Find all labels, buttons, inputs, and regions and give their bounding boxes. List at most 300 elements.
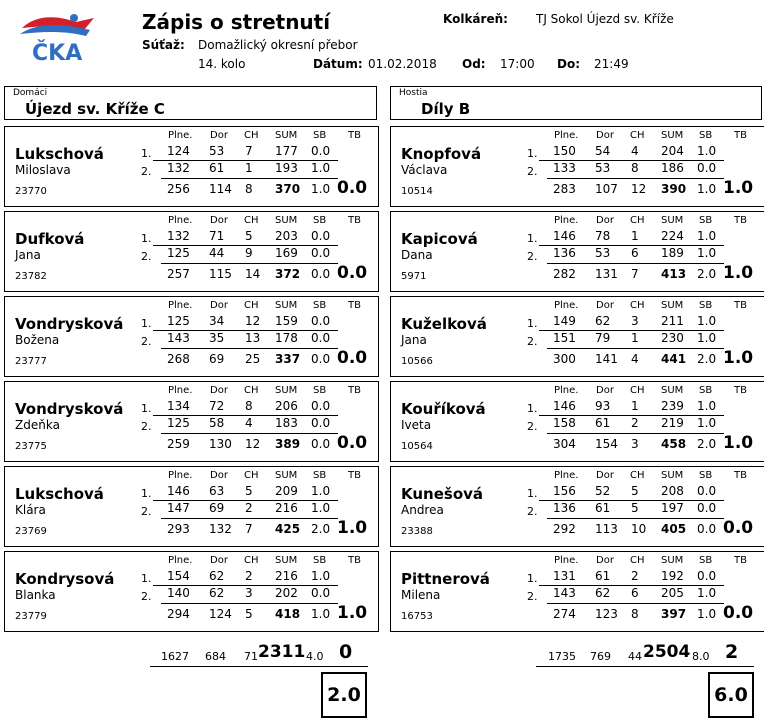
guest-player-card — [390, 211, 764, 292]
home-team-label: Domáci — [13, 88, 48, 98]
game-1-sb-cell: 1.0 — [697, 144, 717, 158]
row-separator — [161, 518, 338, 519]
column-header-ch: CH — [244, 215, 259, 226]
column-header-sb: SB — [699, 470, 713, 481]
game-1-ch-cell: 5 — [245, 229, 253, 243]
game-2-sb-cell: 1.0 — [697, 586, 717, 600]
player-total-ch-cell: 4 — [631, 352, 639, 366]
home-total-ch: 71 — [244, 650, 258, 663]
game-1-plne-cell: 146 — [553, 399, 576, 413]
player-tb-points: 1.0 — [723, 263, 754, 283]
column-header-sum: SUM — [661, 215, 684, 226]
game-2-sum-cell: 219 — [661, 416, 684, 430]
game-number: 2. — [141, 420, 152, 433]
game-2-ch-cell: 6 — [631, 246, 639, 260]
player-tb-points: 0.0 — [723, 518, 754, 538]
game-2-dor-cell: 62 — [595, 586, 611, 600]
player-first-name: Andrea — [401, 503, 444, 517]
player-first-name: Klára — [15, 503, 46, 517]
game-1-sum-cell: 203 — [275, 229, 298, 243]
player-tb-points: 1.0 — [337, 603, 368, 623]
player-total-plne-cell: 268 — [167, 352, 190, 366]
guest-team-box — [390, 86, 762, 120]
player-first-name: Blanka — [15, 588, 56, 602]
player-total-dor-cell: 113 — [595, 522, 618, 536]
column-header-sb: SB — [313, 470, 327, 481]
game-number: 2. — [527, 590, 538, 603]
column-header-dor: Dor — [210, 555, 228, 566]
row-separator — [161, 263, 338, 264]
column-header-plne: Plne. — [168, 300, 193, 311]
game-2-sb-cell: 1.0 — [311, 501, 331, 515]
game-1-sb-cell: 0.0 — [311, 229, 331, 243]
player-total-dor-cell: 154 — [595, 437, 618, 451]
game-2-dor-cell: 61 — [595, 416, 611, 430]
game-1-dor-cell: 61 — [595, 569, 611, 583]
player-total-sb-cell: 1.0 — [697, 182, 717, 196]
guest-score: 6.0 — [708, 672, 754, 718]
game-1-dor-cell: 93 — [595, 399, 611, 413]
player-total-plne-cell: 292 — [553, 522, 576, 536]
game-number: 2. — [527, 165, 538, 178]
row-separator — [547, 433, 724, 434]
player-total-plne-cell: 259 — [167, 437, 190, 451]
player-first-name: Jana — [401, 333, 427, 347]
player-first-name: Zdeňka — [15, 418, 60, 432]
game-1-ch-cell: 8 — [245, 399, 253, 413]
game-number: 1. — [141, 147, 152, 160]
date-label: Dátum: — [313, 57, 363, 71]
game-1-dor-cell: 72 — [209, 399, 225, 413]
game-number: 1. — [141, 402, 152, 415]
game-1-plne-cell: 125 — [167, 314, 190, 328]
player-first-name: Jana — [15, 248, 41, 262]
player-first-name: Dana — [401, 248, 433, 262]
player-tb-points: 1.0 — [337, 518, 368, 538]
player-total-sum-cell: 390 — [661, 182, 687, 196]
home-total-sb: 4.0 — [306, 650, 324, 663]
game-2-ch-cell: 3 — [245, 586, 253, 600]
game-1-sum-cell: 206 — [275, 399, 298, 413]
guest-player-card — [390, 126, 764, 207]
player-total-ch-cell: 7 — [245, 522, 253, 536]
game-1-plne-cell: 156 — [553, 484, 576, 498]
game-number: 1. — [527, 402, 538, 415]
game-2-plne-cell: 136 — [553, 246, 576, 260]
player-total-ch-cell: 8 — [631, 607, 639, 621]
game-2-plne-cell: 147 — [167, 501, 190, 515]
column-header-sb: SB — [313, 555, 327, 566]
game-1-sum-cell: 239 — [661, 399, 684, 413]
game-1-dor-cell: 63 — [209, 484, 225, 498]
column-header-sum: SUM — [275, 300, 298, 311]
guest-total-dor: 769 — [590, 650, 611, 663]
player-total-plne-cell: 293 — [167, 522, 190, 536]
column-header-sum: SUM — [661, 130, 684, 141]
row-separator — [547, 348, 724, 349]
column-header-dor: Dor — [210, 300, 228, 311]
game-number: 1. — [527, 232, 538, 245]
game-number: 1. — [527, 317, 538, 330]
player-registration: 23775 — [15, 441, 47, 452]
start-time-value: 17:00 — [500, 57, 535, 71]
column-header-sb: SB — [313, 300, 327, 311]
game-1-ch-cell: 12 — [245, 314, 261, 328]
game-2-sum-cell: 189 — [661, 246, 684, 260]
column-header-sb: SB — [699, 215, 713, 226]
game-1-ch-cell: 5 — [631, 484, 639, 498]
column-header-plne: Plne. — [554, 300, 579, 311]
row-separator — [161, 348, 338, 349]
player-total-sum-cell: 418 — [275, 607, 301, 621]
game-2-dor-cell: 53 — [595, 246, 611, 260]
column-header-dor: Dor — [596, 215, 614, 226]
game-2-dor-cell: 62 — [209, 586, 225, 600]
column-header-dor: Dor — [210, 215, 228, 226]
guest-total-tb: 2 — [725, 641, 739, 663]
column-header-plne: Plne. — [168, 555, 193, 566]
game-1-sum-cell: 192 — [661, 569, 684, 583]
guest-player-card — [390, 551, 764, 632]
player-total-dor-cell: 114 — [209, 182, 232, 196]
game-2-dor-cell: 61 — [209, 161, 225, 175]
game-1-ch-cell: 1 — [631, 229, 639, 243]
column-header-sb: SB — [313, 215, 327, 226]
home-total-plne: 1627 — [161, 650, 189, 663]
game-1-plne-cell: 154 — [167, 569, 190, 583]
player-last-name: Pittnerová — [401, 570, 490, 588]
game-number: 2. — [527, 420, 538, 433]
game-1-dor-cell: 53 — [209, 144, 225, 158]
player-tb-points: 1.0 — [723, 178, 754, 198]
game-number: 1. — [141, 487, 152, 500]
player-tb-points: 1.0 — [723, 348, 754, 368]
column-header-dor: Dor — [596, 130, 614, 141]
game-1-sb-cell: 1.0 — [697, 399, 717, 413]
player-registration: 5971 — [401, 271, 427, 282]
alley-label: Kolkáreň: — [443, 12, 508, 26]
player-total-sum-cell: 372 — [275, 267, 301, 281]
game-1-sb-cell: 0.0 — [697, 484, 717, 498]
home-team-box — [4, 86, 377, 120]
column-header-ch: CH — [630, 130, 645, 141]
guest-total-sb: 8.0 — [692, 650, 710, 663]
game-number: 1. — [527, 487, 538, 500]
column-header-ch: CH — [244, 130, 259, 141]
game-2-sb-cell: 1.0 — [311, 161, 331, 175]
player-first-name: Miloslava — [15, 163, 71, 177]
column-header-sum: SUM — [275, 555, 298, 566]
player-total-ch-cell: 5 — [245, 607, 253, 621]
player-total-dor-cell: 69 — [209, 352, 225, 366]
game-2-ch-cell: 1 — [245, 161, 253, 175]
game-2-sum-cell: 169 — [275, 246, 298, 260]
column-header-dor: Dor — [596, 555, 614, 566]
player-total-dor-cell: 115 — [209, 267, 232, 281]
game-number: 2. — [141, 590, 152, 603]
column-header-plne: Plne. — [554, 130, 579, 141]
row-separator — [547, 178, 724, 179]
game-2-sum-cell: 178 — [275, 331, 298, 345]
player-tb-points: 0.0 — [723, 603, 754, 623]
game-2-plne-cell: 143 — [553, 586, 576, 600]
column-header-plne: Plne. — [168, 130, 193, 141]
player-last-name: Dufková — [15, 230, 85, 248]
column-header-dor: Dor — [210, 130, 228, 141]
game-1-sb-cell: 1.0 — [697, 314, 717, 328]
game-2-sb-cell: 1.0 — [697, 331, 717, 345]
game-2-plne-cell: 132 — [167, 161, 190, 175]
guest-team-label: Hostia — [399, 88, 428, 98]
alley-value: TJ Sokol Újezd sv. Kříže — [536, 12, 674, 26]
column-header-tb: TB — [734, 555, 747, 566]
game-2-dor-cell: 35 — [209, 331, 225, 345]
player-last-name: Vondrysková — [15, 315, 124, 333]
player-last-name: Kondrysová — [15, 570, 115, 588]
column-header-sb: SB — [313, 385, 327, 396]
game-2-sum-cell: 183 — [275, 416, 298, 430]
game-1-sb-cell: 0.0 — [311, 144, 331, 158]
column-header-ch: CH — [244, 385, 259, 396]
player-total-dor-cell: 130 — [209, 437, 232, 451]
game-2-sb-cell: 1.0 — [697, 416, 717, 430]
player-tb-points: 0.0 — [337, 178, 368, 198]
guest-player-card — [390, 466, 764, 547]
player-total-dor-cell: 132 — [209, 522, 232, 536]
column-header-dor: Dor — [596, 385, 614, 396]
game-number: 1. — [527, 147, 538, 160]
game-number: 1. — [141, 317, 152, 330]
column-header-sum: SUM — [661, 300, 684, 311]
player-total-ch-cell: 25 — [245, 352, 261, 366]
game-2-ch-cell: 9 — [245, 246, 253, 260]
column-header-ch: CH — [244, 470, 259, 481]
game-number: 1. — [527, 572, 538, 585]
player-total-ch-cell: 3 — [631, 437, 639, 451]
game-1-sb-cell: 0.0 — [697, 569, 717, 583]
player-total-sb-cell: 2.0 — [311, 522, 331, 536]
player-total-sum-cell: 337 — [275, 352, 301, 366]
game-1-sum-cell: 177 — [275, 144, 298, 158]
game-2-plne-cell: 140 — [167, 586, 190, 600]
column-header-dor: Dor — [210, 470, 228, 481]
game-1-sb-cell: 1.0 — [311, 484, 331, 498]
game-1-plne-cell: 149 — [553, 314, 576, 328]
player-total-sum-cell: 413 — [661, 267, 687, 281]
player-tb-points: 1.0 — [723, 433, 754, 453]
competition-value: Domažlický okresní přebor — [198, 38, 358, 52]
home-total-dor: 684 — [205, 650, 226, 663]
row-separator — [547, 603, 724, 604]
column-header-sb: SB — [699, 555, 713, 566]
player-last-name: Vondrysková — [15, 400, 124, 418]
player-tb-points: 0.0 — [337, 348, 368, 368]
game-number: 2. — [527, 335, 538, 348]
column-header-plne: Plne. — [554, 215, 579, 226]
game-1-dor-cell: 52 — [595, 484, 611, 498]
player-last-name: Lukschová — [15, 145, 104, 163]
player-total-dor-cell: 131 — [595, 267, 618, 281]
game-1-plne-cell: 150 — [553, 144, 576, 158]
game-number: 2. — [141, 165, 152, 178]
home-total-tb: 0 — [339, 641, 353, 663]
game-1-plne-cell: 146 — [167, 484, 190, 498]
player-total-plne-cell: 257 — [167, 267, 190, 281]
game-2-ch-cell: 8 — [631, 161, 639, 175]
player-registration: 16753 — [401, 611, 433, 622]
game-1-sum-cell: 159 — [275, 314, 298, 328]
player-first-name: Iveta — [401, 418, 432, 432]
game-1-dor-cell: 71 — [209, 229, 225, 243]
player-first-name: Milena — [401, 588, 441, 602]
player-total-sum-cell: 370 — [275, 182, 301, 196]
game-1-plne-cell: 134 — [167, 399, 190, 413]
game-1-sb-cell: 1.0 — [311, 569, 331, 583]
column-header-ch: CH — [630, 555, 645, 566]
game-2-sum-cell: 216 — [275, 501, 298, 515]
column-header-ch: CH — [630, 300, 645, 311]
player-registration: 23770 — [15, 186, 47, 197]
player-registration: 23779 — [15, 611, 47, 622]
player-total-plne-cell: 282 — [553, 267, 576, 281]
player-first-name: Božena — [15, 333, 60, 347]
column-header-tb: TB — [348, 130, 361, 141]
player-total-sum-cell: 441 — [661, 352, 687, 366]
game-2-ch-cell: 6 — [631, 586, 639, 600]
player-total-sb-cell: 0.0 — [311, 437, 331, 451]
game-2-sum-cell: 205 — [661, 586, 684, 600]
player-last-name: Kapicová — [401, 230, 478, 248]
game-1-ch-cell: 4 — [631, 144, 639, 158]
start-time-label: Od: — [462, 57, 486, 71]
game-2-dor-cell: 53 — [595, 161, 611, 175]
player-total-sb-cell: 2.0 — [697, 352, 717, 366]
game-1-dor-cell: 78 — [595, 229, 611, 243]
column-header-sb: SB — [313, 130, 327, 141]
player-first-name: Václava — [401, 163, 448, 177]
game-1-ch-cell: 2 — [631, 569, 639, 583]
game-2-sb-cell: 0.0 — [311, 416, 331, 430]
player-tb-points: 0.0 — [337, 263, 368, 283]
column-header-dor: Dor — [596, 300, 614, 311]
player-total-ch-cell: 12 — [631, 182, 647, 196]
column-header-ch: CH — [630, 470, 645, 481]
game-2-ch-cell: 1 — [631, 331, 639, 345]
player-total-sum-cell: 389 — [275, 437, 301, 451]
game-1-ch-cell: 3 — [631, 314, 639, 328]
game-number: 2. — [141, 505, 152, 518]
player-total-plne-cell: 283 — [553, 182, 576, 196]
column-header-sb: SB — [699, 385, 713, 396]
column-header-sum: SUM — [275, 470, 298, 481]
column-header-tb: TB — [348, 555, 361, 566]
column-header-tb: TB — [734, 300, 747, 311]
game-2-dor-cell: 79 — [595, 331, 611, 345]
game-2-sb-cell: 0.0 — [311, 586, 331, 600]
end-time-value: 21:49 — [594, 57, 629, 71]
end-time-label: Do: — [557, 57, 581, 71]
column-header-tb: TB — [734, 215, 747, 226]
column-header-ch: CH — [244, 300, 259, 311]
column-header-sum: SUM — [275, 385, 298, 396]
player-total-dor-cell: 124 — [209, 607, 232, 621]
game-2-plne-cell: 151 — [553, 331, 576, 345]
row-separator — [161, 178, 338, 179]
column-header-plne: Plne. — [554, 385, 579, 396]
home-player-card — [4, 211, 379, 292]
game-2-plne-cell: 143 — [167, 331, 190, 345]
player-registration: 10564 — [401, 441, 433, 452]
column-header-sb: SB — [699, 130, 713, 141]
player-total-dor-cell: 123 — [595, 607, 618, 621]
guest-total-line — [536, 666, 754, 667]
game-number: 2. — [141, 250, 152, 263]
game-1-sb-cell: 0.0 — [311, 314, 331, 328]
column-header-tb: TB — [348, 470, 361, 481]
game-2-sb-cell: 0.0 — [311, 246, 331, 260]
game-2-ch-cell: 2 — [245, 501, 253, 515]
player-registration: 23782 — [15, 271, 47, 282]
game-1-dor-cell: 34 — [209, 314, 225, 328]
game-2-sum-cell: 202 — [275, 586, 298, 600]
home-player-card — [4, 296, 379, 377]
player-registration: 23388 — [401, 526, 433, 537]
home-player-card — [4, 126, 379, 207]
player-total-sb-cell: 2.0 — [697, 267, 717, 281]
column-header-plne: Plne. — [168, 470, 193, 481]
column-header-plne: Plne. — [168, 385, 193, 396]
game-1-ch-cell: 7 — [245, 144, 253, 158]
competition-label: Súťaž: — [142, 38, 185, 52]
player-total-sum-cell: 397 — [661, 607, 687, 621]
game-1-sb-cell: 1.0 — [697, 229, 717, 243]
game-2-ch-cell: 5 — [631, 501, 639, 515]
player-total-plne-cell: 256 — [167, 182, 190, 196]
player-total-ch-cell: 7 — [631, 267, 639, 281]
column-header-ch: CH — [630, 385, 645, 396]
game-2-plne-cell: 125 — [167, 416, 190, 430]
player-total-ch-cell: 10 — [631, 522, 647, 536]
game-2-ch-cell: 13 — [245, 331, 261, 345]
logo-text: ČKA — [32, 41, 83, 66]
column-header-ch: CH — [630, 215, 645, 226]
game-1-sb-cell: 0.0 — [311, 399, 331, 413]
player-last-name: Lukschová — [15, 485, 104, 503]
player-total-ch-cell: 12 — [245, 437, 261, 451]
game-1-sum-cell: 224 — [661, 229, 684, 243]
game-2-ch-cell: 2 — [631, 416, 639, 430]
game-2-sum-cell: 197 — [661, 501, 684, 515]
player-total-sum-cell: 458 — [661, 437, 687, 451]
column-header-dor: Dor — [210, 385, 228, 396]
home-player-card — [4, 551, 379, 632]
player-last-name: Kouříková — [401, 400, 486, 418]
game-number: 2. — [141, 335, 152, 348]
column-header-plne: Plne. — [168, 215, 193, 226]
player-total-sum-cell: 425 — [275, 522, 301, 536]
guest-player-card — [390, 296, 764, 377]
player-registration: 23777 — [15, 356, 47, 367]
page-title: Zápis o stretnutí — [142, 10, 331, 34]
player-total-plne-cell: 304 — [553, 437, 576, 451]
cka-logo — [14, 10, 100, 66]
game-2-sb-cell: 0.0 — [697, 501, 717, 515]
home-score: 2.0 — [321, 672, 367, 718]
column-header-tb: TB — [348, 300, 361, 311]
game-2-sb-cell: 0.0 — [697, 161, 717, 175]
player-registration: 10566 — [401, 356, 433, 367]
guest-total-plne: 1735 — [548, 650, 576, 663]
